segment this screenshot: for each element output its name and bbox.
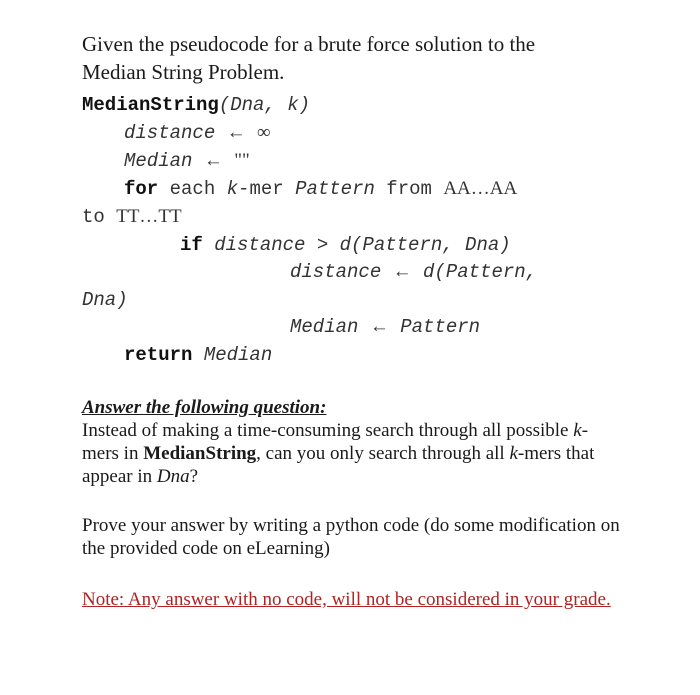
code-text: each [158,178,227,200]
question-text-part: ? [189,466,199,487]
question-text-part: Dna [156,466,190,487]
intro-line-1: Given the pseudocode for a brute force solution to the [82,32,536,56]
code-text: to [82,206,117,228]
function-params: (Dna, k) [218,94,311,116]
assign-arrow: ← [203,150,223,171]
keyword-for: for [124,178,159,200]
code-line-distance-assign [290,261,537,283]
code-value: Dna) [82,289,128,311]
code-line-for [124,178,517,200]
code-var: Median [290,316,359,338]
code-var: k [226,178,239,200]
code-text: from [374,178,444,200]
question-text-part: -mers in [82,420,589,464]
function-name: MedianString [82,94,219,116]
code-line-distance-init [124,122,271,144]
code-line-distance-cont [82,289,128,311]
code-value: ∞ [257,122,271,143]
question-text-part: k [573,420,582,441]
intro-line-2: Median String Problem. [82,60,285,84]
code-value: Pattern [400,316,481,338]
code-value: AA…AA [443,178,518,199]
code-line-if [180,234,511,256]
code-value: d(Pattern, [423,261,538,283]
code-line-median-init [124,150,250,172]
code-var: Median [124,150,193,172]
question-text-part: MedianString [143,443,257,464]
code-line-signature [82,94,310,116]
code-text: -mer [238,178,296,200]
question-text-part: Instead of making a time-consuming search through all possible [82,420,574,441]
code-line-for-cont [82,206,182,228]
assign-arrow: ← [392,261,412,282]
assign-arrow: ← [369,316,389,337]
question-text-part: , can you only search through all [256,443,510,464]
question-section [82,396,622,488]
code-value: TT…TT [116,206,182,227]
code-line-return [124,344,272,366]
code-var: Pattern [295,178,375,200]
code-value: Median [192,344,273,366]
question-text [82,419,622,488]
code-line-median-assign [290,316,480,338]
assign-arrow: ← [226,122,246,143]
question-text-part: k [509,443,518,464]
code-value: "" [234,150,250,171]
code-condition: distance > d(Pattern, Dna) [202,234,511,256]
keyword-if: if [180,234,203,256]
prove-instruction: Prove your answer by writing a python code (do some modification on the provided code on eLearning) [82,515,620,559]
grading-note: Note: Any answer with no code, will not be considered in your grade. [82,589,611,610]
question-heading: Answer the following question: [82,397,327,418]
keyword-return: return [124,344,193,366]
code-var: distance [290,261,382,283]
question-text-part: -mers that appear in [82,443,595,487]
code-var: distance [124,122,216,144]
